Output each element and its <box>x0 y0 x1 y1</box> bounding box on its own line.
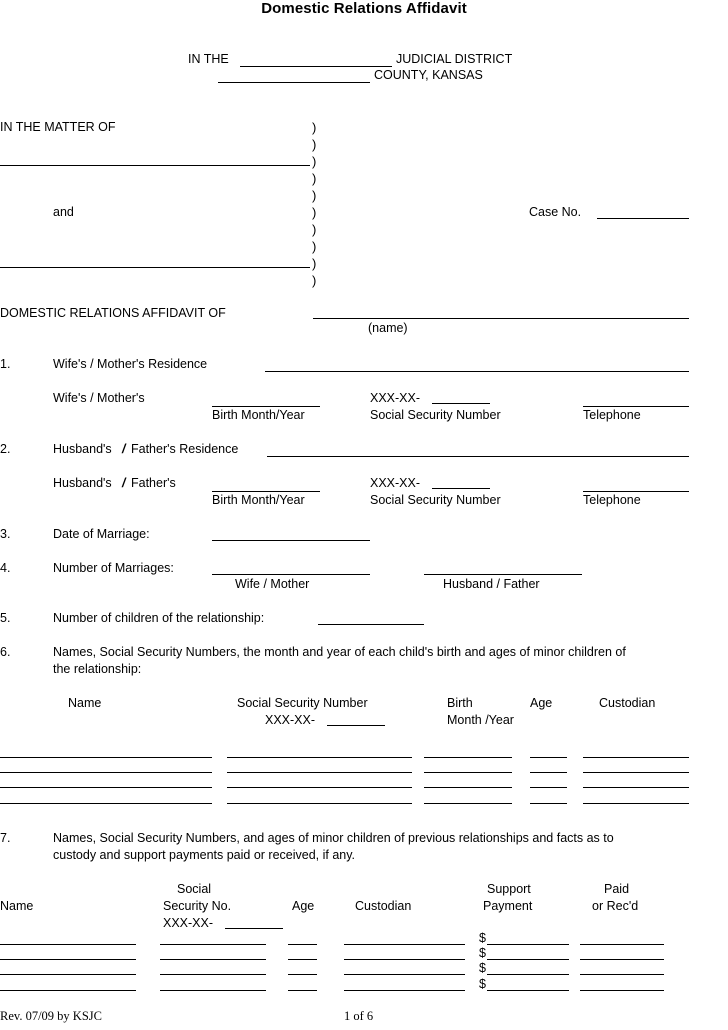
item-1-label: Wife's / Mother's Residence <box>53 357 208 371</box>
item-3-date-blank[interactable] <box>212 540 370 541</box>
previous-header-or-recd: or Rec'd <box>592 899 639 913</box>
in-the-matter-of-label: IN THE MATTER OF <box>0 120 116 134</box>
county-blank[interactable] <box>218 82 370 83</box>
item-3-number: 3. <box>0 527 11 541</box>
item-1-ssn-caption: Social Security Number <box>370 408 501 422</box>
previous-support-payment-blank[interactable] <box>487 990 569 991</box>
caption-paren: ) <box>312 120 317 135</box>
previous-ssn-blank[interactable] <box>160 974 266 975</box>
previous-header-social: Social <box>177 882 212 896</box>
previous-age-blank[interactable] <box>288 990 317 991</box>
item-6-number: 6. <box>0 645 11 659</box>
children-header-ssn-prefix: XXX-XX- <box>265 713 316 727</box>
item-2-birth-caption: Birth Month/Year <box>212 493 305 507</box>
judicial-district-blank[interactable] <box>240 66 392 67</box>
currency-symbol: $ <box>479 977 486 991</box>
item-4-number: 4. <box>0 561 11 575</box>
previous-age-blank[interactable] <box>288 974 317 975</box>
children-custodian-blank[interactable] <box>583 803 689 804</box>
children-name-blank[interactable] <box>0 787 212 788</box>
previous-custodian-blank[interactable] <box>344 990 465 991</box>
item-6-label-line-2: the relationship: <box>53 662 142 676</box>
item-2-label-b: Father's Residence <box>131 442 239 456</box>
previous-name-blank[interactable] <box>0 959 136 960</box>
children-ssn-blank[interactable] <box>227 757 412 758</box>
children-ssn-blank[interactable] <box>227 803 412 804</box>
party-two-blank[interactable] <box>0 267 310 268</box>
caption-paren: ) <box>312 188 317 203</box>
children-name-blank[interactable] <box>0 772 212 773</box>
currency-symbol: $ <box>479 931 486 945</box>
previous-ssn-blank[interactable] <box>160 959 266 960</box>
caption-paren: ) <box>312 137 317 152</box>
previous-name-blank[interactable] <box>0 974 136 975</box>
item-1-ssn-blank[interactable] <box>432 403 490 404</box>
children-age-blank[interactable] <box>530 757 567 758</box>
previous-ssn-blank[interactable] <box>160 990 266 991</box>
item-2-sub-label-a: Husband's <box>53 476 112 490</box>
page-title: Domestic Relations Affidavit <box>261 0 467 17</box>
children-header-ssn: Social Security Number <box>237 696 368 710</box>
item-2-label-a: Husband's <box>53 442 112 456</box>
item-5-count-blank[interactable] <box>318 624 424 625</box>
item-1-telephone-caption: Telephone <box>583 408 641 422</box>
children-birth-blank[interactable] <box>424 787 512 788</box>
item-4-wife-blank[interactable] <box>212 574 370 575</box>
children-birth-blank[interactable] <box>424 772 512 773</box>
previous-custodian-blank[interactable] <box>344 959 465 960</box>
previous-name-blank[interactable] <box>0 990 136 991</box>
item-2-number: 2. <box>0 442 11 456</box>
item-7-label-line-1: Names, Social Security Numbers, and ages of minor children of previous relationships and facts as to <box>53 831 614 845</box>
previous-header-support: Support <box>487 882 531 896</box>
item-4-husband-blank[interactable] <box>424 574 582 575</box>
item-2-telephone-blank[interactable] <box>583 491 689 492</box>
children-birth-blank[interactable] <box>424 757 512 758</box>
previous-custodian-blank[interactable] <box>344 974 465 975</box>
case-no-label: Case No. <box>529 205 582 219</box>
item-1-birth-caption: Birth Month/Year <box>212 408 305 422</box>
previous-paid-or-recd-blank[interactable] <box>580 944 664 945</box>
currency-symbol: $ <box>479 946 486 960</box>
previous-paid-or-recd-blank[interactable] <box>580 990 664 991</box>
caption-paren: ) <box>312 239 317 254</box>
caption-paren: ) <box>312 171 317 186</box>
item-1-residence-blank[interactable] <box>265 371 689 372</box>
item-2-residence-blank[interactable] <box>267 456 689 457</box>
caption-paren: ) <box>312 273 317 288</box>
caption-paren-column <box>312 119 316 289</box>
affidavit-of-heading: DOMESTIC RELATIONS AFFIDAVIT OF <box>0 306 226 320</box>
item-4-wife-caption: Wife / Mother <box>235 577 310 591</box>
item-7-number: 7. <box>0 831 11 845</box>
item-1-birth-blank[interactable] <box>212 406 320 407</box>
item-2-birth-blank[interactable] <box>212 491 320 492</box>
previous-paid-or-recd-blank[interactable] <box>580 959 664 960</box>
currency-symbol: $ <box>479 961 486 975</box>
item-7-label-line-2: custody and support payments paid or received, if any. <box>53 848 356 862</box>
previous-support-payment-blank[interactable] <box>487 959 569 960</box>
item-2-ssn-prefix: XXX-XX- <box>370 476 421 490</box>
children-ssn-blank[interactable] <box>227 787 412 788</box>
caption-paren: ) <box>312 222 317 237</box>
previous-header-custodian: Custodian <box>355 899 412 913</box>
caption-paren: ) <box>312 154 317 169</box>
previous-paid-or-recd-blank[interactable] <box>580 974 664 975</box>
previous-name-blank[interactable] <box>0 944 136 945</box>
previous-header-ssn-blank[interactable] <box>225 928 283 929</box>
children-header-ssn-blank[interactable] <box>327 725 385 726</box>
children-age-blank[interactable] <box>530 803 567 804</box>
item-4-label: Number of Marriages: <box>53 561 174 575</box>
item-1-number: 1. <box>0 357 11 371</box>
children-age-blank[interactable] <box>530 772 567 773</box>
case-no-blank[interactable] <box>597 218 689 219</box>
caption-paren: ) <box>312 205 317 220</box>
judicial-district-label: JUDICIAL DISTRICT <box>396 52 513 66</box>
children-name-blank[interactable] <box>0 757 212 758</box>
children-header-age: Age <box>530 696 553 710</box>
previous-support-payment-blank[interactable] <box>487 944 569 945</box>
children-header-birth-sub: Month /Year <box>447 713 514 727</box>
caption-paren: ) <box>312 256 317 271</box>
children-age-blank[interactable] <box>530 787 567 788</box>
children-custodian-blank[interactable] <box>583 757 689 758</box>
previous-header-ssn-prefix: XXX-XX- <box>163 916 214 930</box>
previous-header-age: Age <box>292 899 315 913</box>
item-6-label-line-1: Names, Social Security Numbers, the month and year of each child's birth and ages of minor children of <box>53 645 626 659</box>
footer-revision: Rev. 07/09 by KSJC <box>0 1009 102 1023</box>
affidavit-name-blank[interactable] <box>313 318 689 319</box>
children-header-custodian: Custodian <box>599 696 656 710</box>
children-header-name: Name <box>68 696 102 710</box>
item-2-sub-label-slash: / <box>122 476 126 490</box>
item-5-label: Number of children of the relationship: <box>53 611 265 625</box>
item-3-label: Date of Marriage: <box>53 527 150 541</box>
in-the-label: IN THE <box>188 52 229 66</box>
children-custodian-blank[interactable] <box>583 787 689 788</box>
party-one-blank[interactable] <box>0 165 310 166</box>
previous-age-blank[interactable] <box>288 944 317 945</box>
name-caption: (name) <box>368 321 408 335</box>
footer-page-number: 1 of 6 <box>344 1009 374 1023</box>
children-ssn-blank[interactable] <box>227 772 412 773</box>
item-1-ssn-prefix: XXX-XX- <box>370 391 421 405</box>
children-header-birth: Birth <box>447 696 473 710</box>
item-2-ssn-caption: Social Security Number <box>370 493 501 507</box>
previous-custodian-blank[interactable] <box>344 944 465 945</box>
item-2-telephone-caption: Telephone <box>583 493 641 507</box>
county-kansas-label: COUNTY, KANSAS <box>374 68 483 82</box>
item-1-telephone-blank[interactable] <box>583 406 689 407</box>
and-label: and <box>53 205 74 219</box>
previous-support-payment-blank[interactable] <box>487 974 569 975</box>
item-2-sub-label-b: Father's <box>131 476 176 490</box>
previous-header-payment: Payment <box>483 899 533 913</box>
item-2-ssn-blank[interactable] <box>432 488 490 489</box>
previous-age-blank[interactable] <box>288 959 317 960</box>
children-birth-blank[interactable] <box>424 803 512 804</box>
previous-header-paid: Paid <box>604 882 630 896</box>
item-5-number: 5. <box>0 611 11 625</box>
item-2-label-slash: / <box>122 442 126 456</box>
children-custodian-blank[interactable] <box>583 772 689 773</box>
previous-header-name: Name <box>0 899 34 913</box>
item-4-husband-caption: Husband / Father <box>443 577 540 591</box>
item-1-sub-label: Wife's / Mother's <box>53 391 145 405</box>
previous-header-security-no: Security No. <box>163 899 232 913</box>
children-name-blank[interactable] <box>0 803 212 804</box>
previous-ssn-blank[interactable] <box>160 944 266 945</box>
